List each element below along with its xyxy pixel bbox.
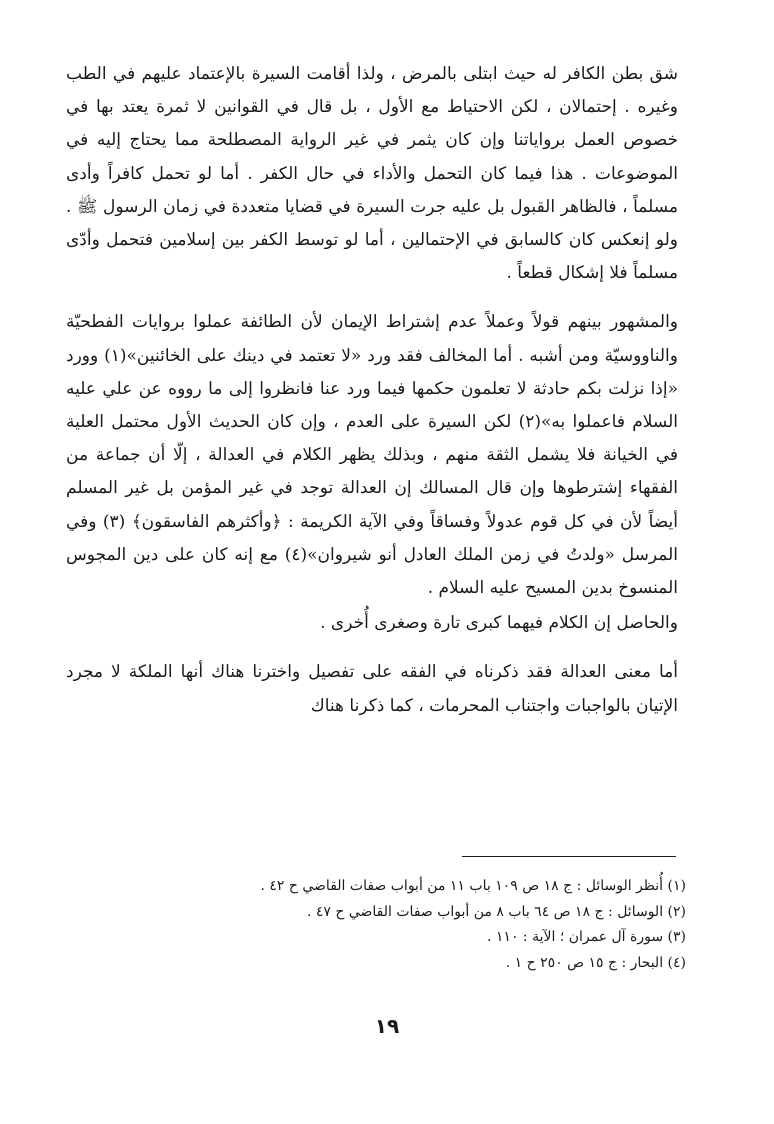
footnote-1: (١) أُنظر الوسائل : ج ١٨ ص ١٠٩ باب ١١ من أبواب صفات القاضي ح ٤٢ .	[260, 878, 686, 894]
footnote-2: (٢) الوسائل : ج ١٨ ص ٦٤ باب ٨ من أبواب صفات القاضي ح ٤٧ .	[306, 903, 686, 920]
paragraph-4: أما معنى العدالة فقد ذكرناه في الفقه على تفصيل واخترنا هناك أنها الملكة لا مجرد الإتيان بالواجبات واجتناب المحرمات ، كما ذكرنا هناك	[66, 662, 678, 716]
paragraph-1: شق بطن الكافر له حيث ابتلى بالمرض ، ولذا أقامت السيرة بالإعتماد عليهم في الطب وغيره . إحتمالان ، لكن الاحتياط مع الأول ، بل قال في القوانين لا ثمرة يعتد بها في خصوص العمل برواياتنا وإن كان يثمر في غير الرواية المصطلحة مما يحتاج إليه في الموضوعات . هذا فيما كان التحمل والأداء في حال الكفر . أما لو تحمل كافراً وأدى مسلماً ، فالظاهر القبول بل عليه جرت السيرة في قضايا متعددة في زمان الرسول ﷺ . ولو إنعكس كان كالسابق في الإحتمالين ، أما لو توسط الكفر بين إسلامين فتحمل وأدّى مسلماً فلا إشكال قطعاً .	[66, 64, 679, 284]
footnote-4: (٤) البحار : ج ١٥ ص ٢٥٠ ح ١ .	[505, 954, 686, 971]
main-text	[66, 58, 678, 723]
footnotes	[66, 874, 686, 976]
footnote-3: (٣) سورة آل عمران ؛ الآية : ١١٠ .	[487, 929, 686, 945]
paragraph-2: والمشهور بينهم قولاً وعملاً عدم إشتراط الإيمان لأن الطائفة عملوا بروايات الفطحيّة والناووسيّة ومن أشبه . أما المخالف فقد ورد «لا تعتمد في دينك على الخائنين»(١) وورد «إذا نزلت بكم حادثة لا تعلمون حكمها فيما ورد عنا فانظروا إلى ما رووه عن علي عليه السلام فاعملوا به»(٢) لكن السيرة على العدم ، وإن كان الحديث الأول محتمل العلية في الخيانة فلا يشمل الثقة منهم ، وبذلك يظهر الكلام في العدالة ، إلّا أن جماعة من الفقهاء إشترطوها وإن قال المسالك إن العدالة توجد في غير المؤمن بل غير المسلم أيضاً لأن في كل قوم عدولاً وفساقاً وفي الآية الكريمة : ﴿وأكثرهم الفاسقون﴾ (٣) وفي المرسل «ولدتُ في زمن الملك العادل أنو شيروان»(٤) مع إنه كان على دين المجوس المنسوخ بدين المسيح عليه السلام .	[66, 312, 678, 599]
footnote-divider	[462, 856, 676, 857]
page-number: ١٩	[374, 1014, 400, 1038]
paragraph-3: والحاصل إن الكلام فيهما كبرى تارة وصغرى أُخرى .	[320, 613, 678, 634]
